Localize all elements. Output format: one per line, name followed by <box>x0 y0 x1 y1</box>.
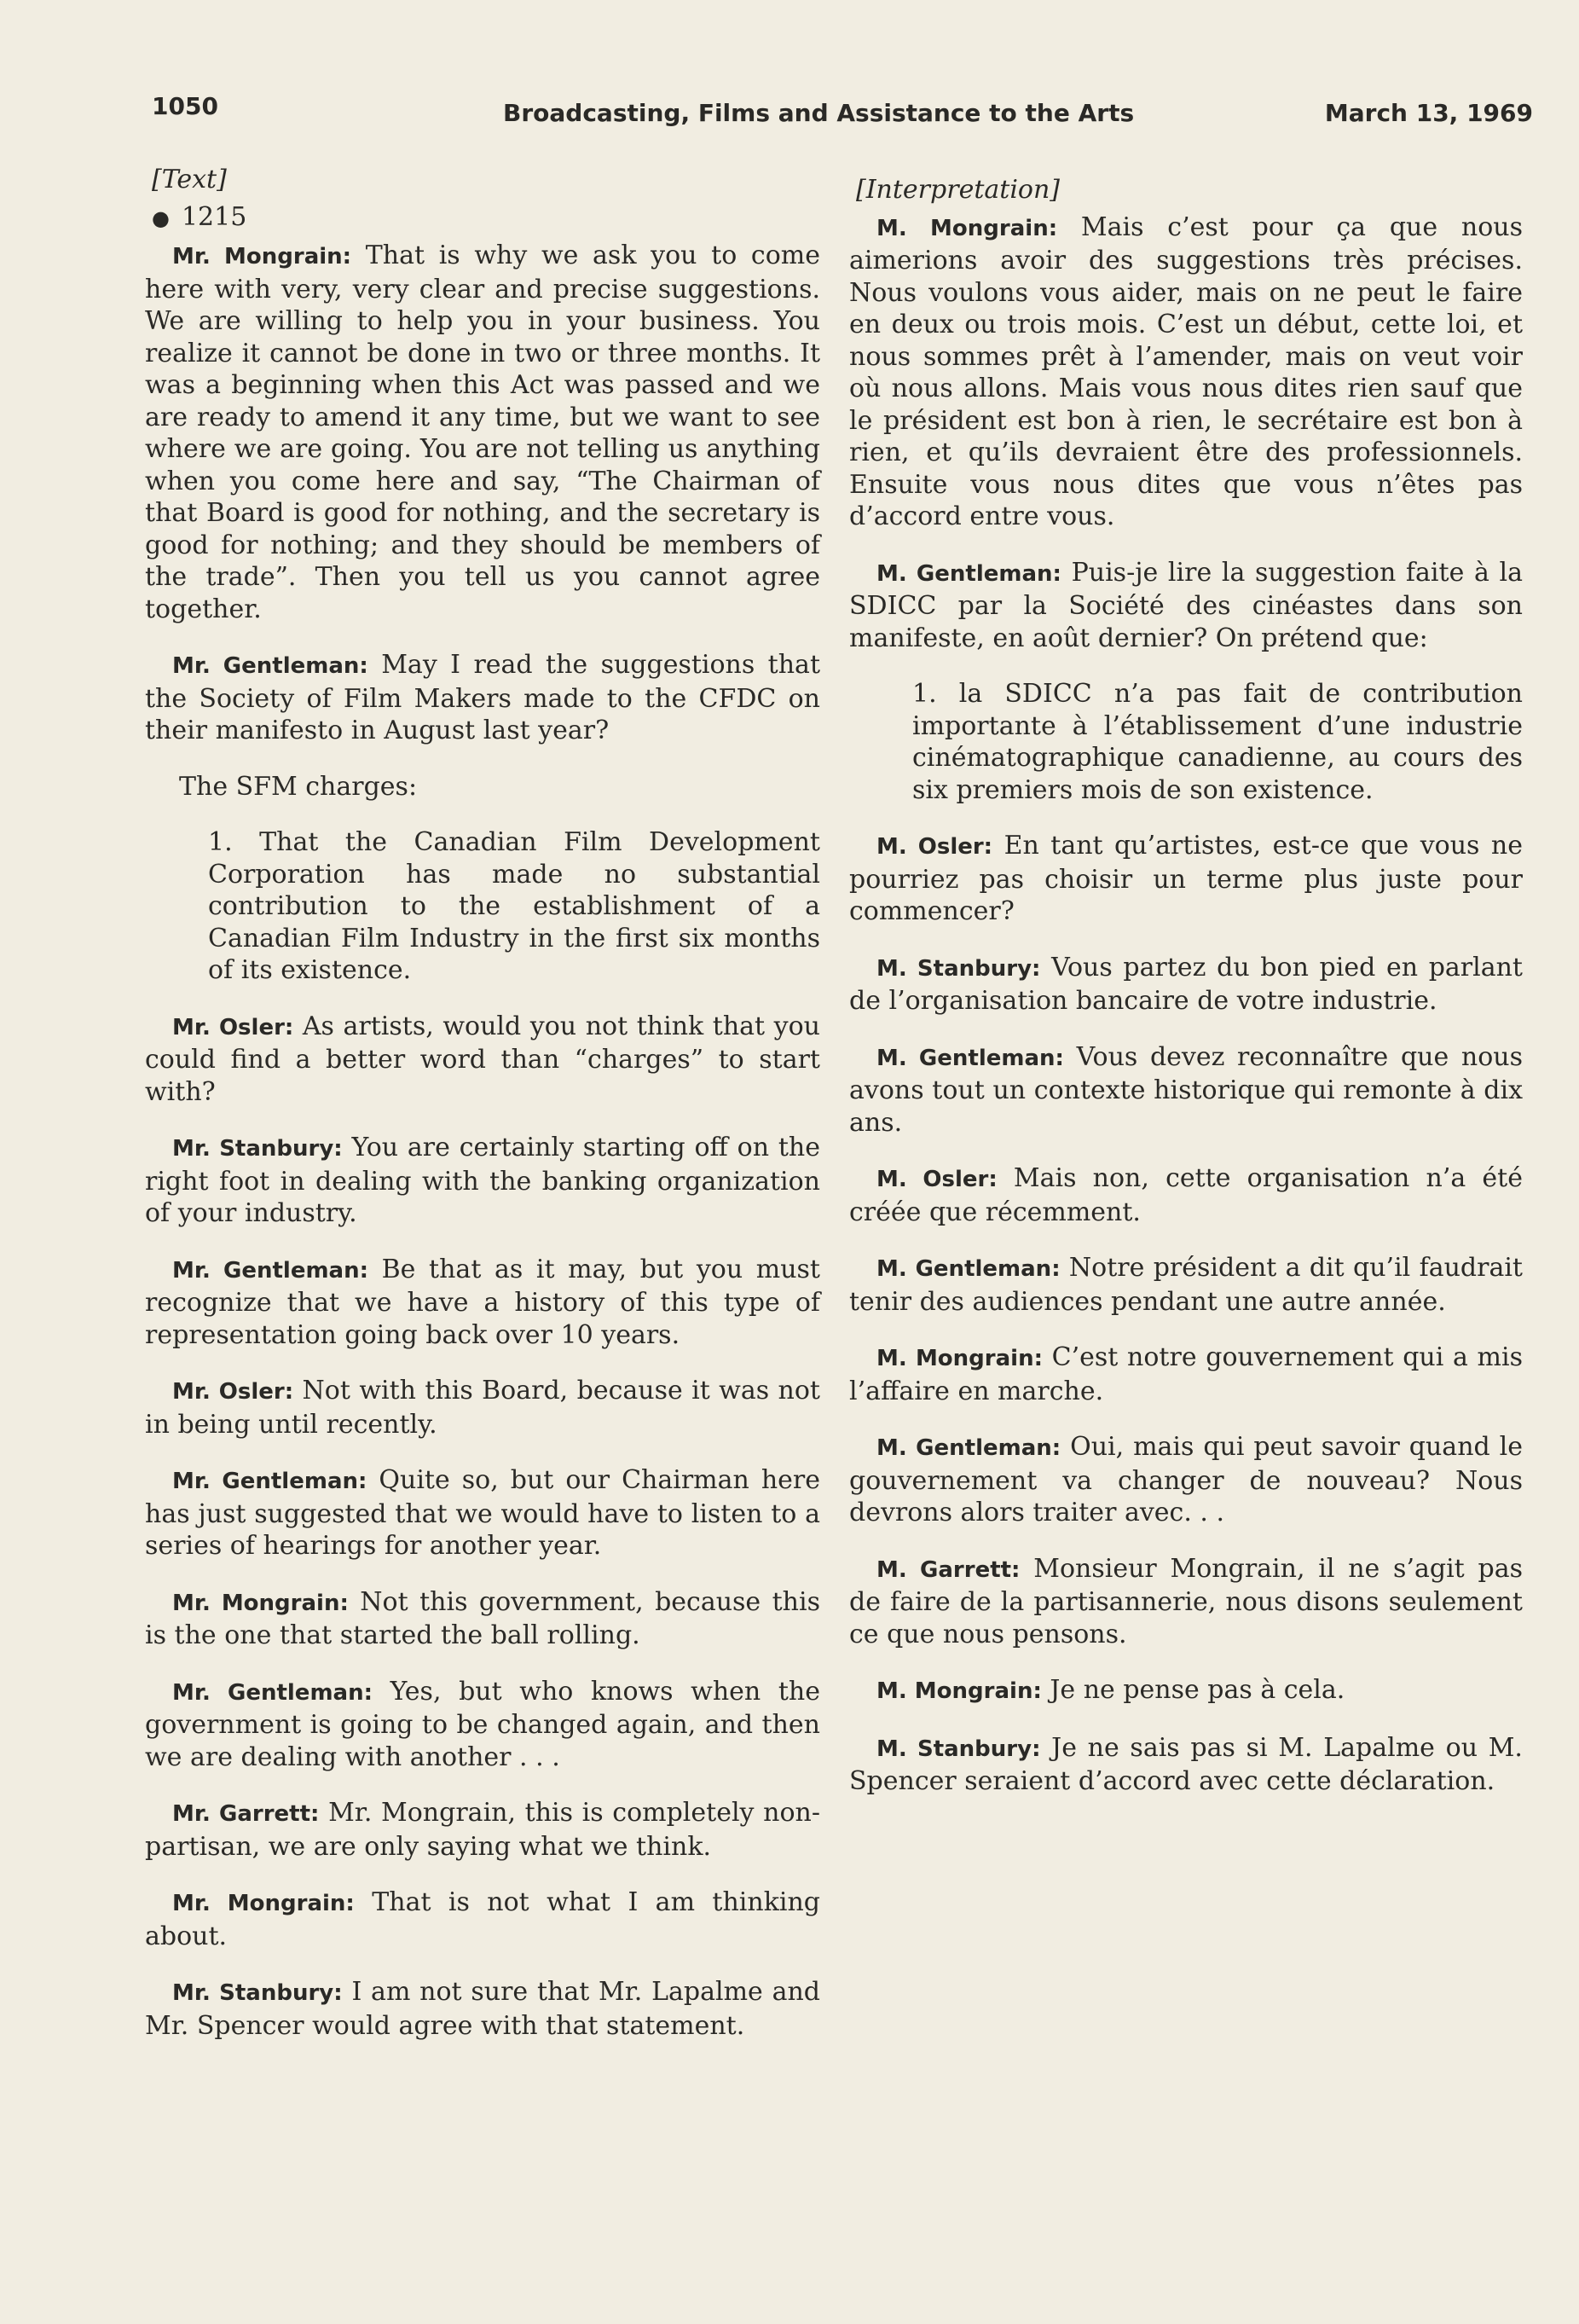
speaker-name: M. Osler: <box>876 1167 998 1192</box>
speaker-name: Mr. Mongrain: <box>172 244 352 269</box>
speech-paragraph <box>849 557 1523 655</box>
page-header <box>152 87 1533 138</box>
english-column <box>145 154 820 2066</box>
speech-paragraph <box>145 1464 820 1562</box>
running-title: Broadcasting, Films and Assistance to the Arts <box>503 99 1135 127</box>
speech-text: You are certainly starting off on the right foot in dealing with the banking organization of your industry. <box>145 1133 820 1228</box>
text-label: [Text] <box>152 165 227 194</box>
speech-paragraph <box>849 1252 1523 1318</box>
speaker-name: Mr. Gentleman: <box>172 1469 367 1494</box>
speaker-name: M. Mongrain: <box>876 1678 1042 1704</box>
time-marker-value: 1215 <box>181 201 247 232</box>
speech-paragraph <box>849 952 1523 1017</box>
speaker-name: Mr. Garrett: <box>172 1801 320 1827</box>
speech-text: I am not sure that Mr. Lapalme and Mr. Spencer would agree with that statement. <box>145 1977 820 2041</box>
speech-paragraph <box>145 1797 820 1863</box>
interpretation-label: [Interpretation] <box>856 175 1061 205</box>
speech-text: Je ne sais pas si M. Lapalme ou M. Spencer seraient d’accord avec cette déclaration. <box>849 1732 1523 1796</box>
speaker-name: Mr. Mongrain: <box>172 1590 349 1616</box>
plain-line: The SFM charges: <box>179 771 418 802</box>
speech-text: Not with this Board, because it was not in being until recently. <box>145 1376 820 1440</box>
speech-paragraph <box>145 1976 820 2042</box>
speech-paragraph <box>145 1375 820 1440</box>
speaker-name: Mr. Gentleman: <box>172 1679 373 1706</box>
french-column <box>849 154 1523 1822</box>
speech-paragraph <box>849 1553 1523 1651</box>
speech-text: May I read the suggestions that the Society of Film Makers made to the CFDC on their manifesto in August last year? <box>145 650 821 745</box>
speech-text: En tant qu’artistes, est-ce que vous ne pourriez pas choisir un terme plus juste pour commencer? <box>849 831 1524 926</box>
speech-text: Mais non, cette organisation n’a été créée que récemment. <box>849 1163 1523 1227</box>
speaker-name: M. Osler: <box>876 834 993 860</box>
speech-text: Je ne pense pas à cela. <box>1050 1675 1345 1705</box>
speech-text: Monsieur Mongrain, il ne s’agit pas de faire de la partisannerie, nous disons seulement ce que nous pensons. <box>849 1553 1523 1649</box>
speech-text: Quite so, but our Chairman here has just suggested that we would have to listen to a series of hearings for another year. <box>145 1465 820 1561</box>
speech-text: Be that as it may, but you must recognize that we have a history of this type of representation going back over 10 years. <box>145 1254 820 1350</box>
speaker-name: M. Gentleman: <box>876 560 1061 587</box>
speech-text: Oui, mais qui peut savoir quand le gouvernement va changer de nouveau? Nous devrons alors traiter avec. . . <box>849 1432 1523 1527</box>
speech-paragraph <box>145 1676 820 1774</box>
speech-paragraph <box>849 1431 1523 1529</box>
speech-text: C’est notre gouvernement qui a mis l’affaire en marche. <box>849 1342 1523 1406</box>
speech-text: Puis-je lire la suggestion faite à la SDICC par la Société des cinéastes dans son manifeste, en août dernier? On prétend que: <box>849 557 1523 653</box>
speaker-name: M. Mongrain: <box>876 1346 1043 1371</box>
speech-text: Vous devez reconnaître que nous avons tout un contexte historique qui remonte à dix ans. <box>849 1041 1523 1138</box>
speech-paragraph <box>849 1342 1523 1407</box>
speech-paragraph <box>145 1254 820 1352</box>
speech-text: Mr. Mongrain, this is completely non-partisan, we are only saying what we think. <box>145 1798 820 1862</box>
speaker-name: M. Gentleman: <box>876 1045 1064 1071</box>
speech-text: Mais c’est pour ça que nous aimerions avoir des suggestions très précises. Nous voulons vous aider, mais on ne peut le faire en deux ou trois mois. C’est un début, cette loi, et nous sommes prêt à l’amender, mais on veut voir où nous allons. Mais vous nous dites rien sauf que le président est bon à rien, le secrétaire est bon à rien, et qu’ils devraient être des professionnels. Ensuite vous nous dites que vous n’êtes pas d’accord entre vous. <box>849 212 1523 531</box>
speaker-name: M. Stanbury: <box>876 955 1041 982</box>
speaker-name: M. Gentleman: <box>876 1435 1061 1461</box>
speech-paragraph <box>849 212 1523 533</box>
page-date: March 13, 1969 <box>1324 99 1533 127</box>
speech-paragraph <box>849 1732 1523 1798</box>
speaker-name: Mr. Osler: <box>172 1379 294 1405</box>
speech-paragraph <box>849 1041 1523 1139</box>
speech-paragraph <box>849 1162 1523 1228</box>
speech-paragraph <box>145 1132 820 1230</box>
speech-text: As artists, would you not think that you could find a better word than “charges” to start with? <box>145 1011 820 1107</box>
speech-paragraph <box>849 1674 1523 1708</box>
speech-text: That is not what I am thinking about. <box>145 1887 821 1951</box>
speaker-name: M. Mongrain: <box>876 215 1058 241</box>
speaker-name: M. Stanbury: <box>876 1736 1041 1762</box>
speech-text: Notre président a dit qu’il faudrait tenir des audiences pendant une autre année. <box>849 1253 1523 1317</box>
speech-paragraph <box>145 649 820 747</box>
speaker-name: Mr. Osler: <box>172 1014 294 1040</box>
indented-quote: 1. That the Canadian Film Development Corporation has made no substantial contribution to the establishment of a Canadian Film Industry in the first six months of its existence. <box>208 827 820 985</box>
speech-text: Yes, but who knows when the government is going to be changed again, and then we are dealing with another . . . <box>145 1676 820 1772</box>
speech-text: Vous partez du bon pied en parlant de l’organisation bancaire de votre industrie. <box>849 952 1523 1016</box>
speech-paragraph <box>849 830 1523 928</box>
speaker-name: M. Gentleman: <box>876 1256 1061 1282</box>
speaker-name: Mr. Gentleman: <box>172 1257 369 1284</box>
speaker-name: Mr. Stanbury: <box>172 1980 343 2006</box>
speech-paragraph <box>145 240 820 625</box>
bullet-icon: ● <box>152 206 170 230</box>
speech-paragraph <box>145 1886 820 1952</box>
speaker-name: Mr. Gentleman: <box>172 653 368 679</box>
speaker-name: Mr. Stanbury: <box>172 1136 343 1162</box>
speech-paragraph <box>145 1011 820 1109</box>
indented-quote: 1. la SDICC n’a pas fait de contribution importante à l’établissement d’une industrie cinématographique canadienne, au cours des six premiers mois de son existence. <box>912 679 1523 805</box>
speaker-name: Mr. Mongrain: <box>172 1891 355 1916</box>
speech-text: That is why we ask you to come here with very, very clear and precise suggestions. We are willing to help you in your business. You realize it cannot be done in two or three months. It was a beginning when this Act was passed and we are ready to amend it any time, but we want to see where we are going. You are not telling us anything when you come here and say, “The Chairman of that Board is good for nothing, and the secretary is good for nothing; and they should be members of the trade”. Then you tell us you cannot agree together. <box>145 241 820 624</box>
speaker-name: M. Garrett: <box>876 1556 1021 1583</box>
page-number: 1050 <box>152 92 218 120</box>
speech-paragraph <box>145 1586 820 1652</box>
time-marker <box>152 201 820 235</box>
speech-text: Not this government, because this is the one that started the ball rolling. <box>145 1586 820 1650</box>
